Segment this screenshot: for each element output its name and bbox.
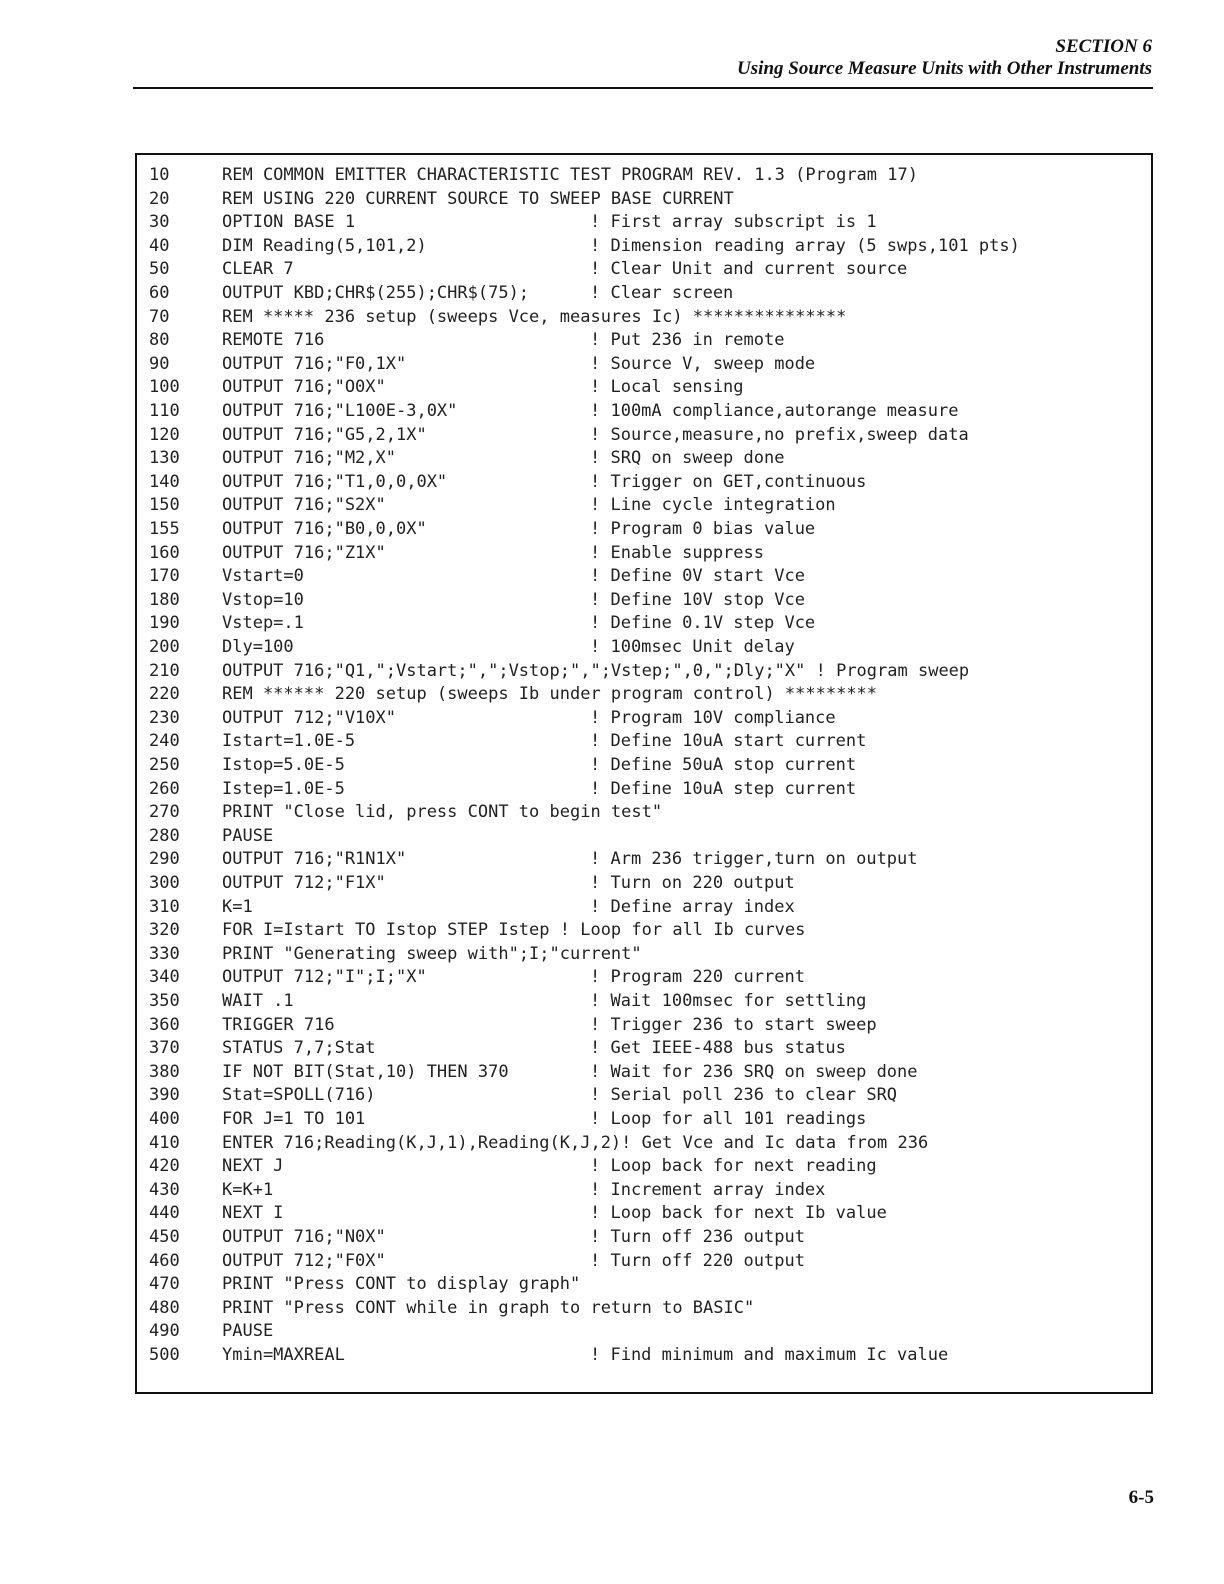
code-line — [137, 423, 1151, 447]
code-line — [137, 446, 1151, 470]
line-number: 380 — [149, 1061, 180, 1082]
code-statement: REMOTE 716 — [222, 330, 325, 351]
code-statement: OUTPUT 712;"V10X" — [222, 707, 396, 728]
line-number: 100 — [149, 377, 180, 398]
line-number: 480 — [149, 1297, 180, 1318]
code-statement: PRINT "Generating sweep with";I;"current" — [222, 943, 642, 964]
page-number: 6-5 — [1128, 1487, 1154, 1508]
code-comment: ! Clear Unit and current source — [590, 259, 908, 280]
code-comment: ! Loop back for next reading — [590, 1156, 877, 1177]
code-statement: WAIT .1 — [222, 991, 294, 1011]
code-line — [137, 352, 1151, 376]
code-statement: REM ****** 220 setup (sweeps Ib under program control) ********* — [222, 684, 878, 705]
line-number: 90 — [149, 353, 170, 374]
header-rule — [133, 87, 1153, 89]
line-number: 140 — [149, 471, 180, 492]
code-statement: OUTPUT 712;"F0X" — [222, 1250, 386, 1271]
code-comment: ! Serial poll 236 to clear SRQ — [590, 1085, 898, 1106]
code-statement: TRIGGER 716 — [222, 1014, 335, 1035]
line-number: 220 — [149, 684, 180, 705]
code-comment: ! Program 10V compliance — [590, 707, 836, 728]
line-number: 70 — [149, 306, 170, 327]
line-number: 370 — [149, 1038, 180, 1059]
code-statement: Vstart=0 — [222, 566, 304, 587]
code-statement: OUTPUT 712;"I";I;"X" — [222, 967, 427, 988]
line-number: 230 — [149, 707, 180, 728]
code-line — [137, 305, 1151, 329]
code-statement: OUTPUT 716;"M2,X" — [222, 448, 396, 469]
code-line — [137, 257, 1151, 281]
code-line — [137, 706, 1151, 730]
line-number: 80 — [149, 330, 170, 351]
code-line — [137, 1272, 1151, 1296]
code-statement: OUTPUT 716;"Q1,";Vstart;",";Vstop;",";Vstep;",0,";Dly;"X" ! Program sweep — [222, 660, 970, 681]
line-number: 110 — [149, 401, 180, 421]
code-statement: PAUSE — [222, 825, 274, 846]
code-comment: ! Wait 100msec for settling — [590, 991, 867, 1011]
code-line — [137, 1060, 1151, 1084]
code-statement: REM COMMON EMITTER CHARACTERISTIC TEST PROGRAM REV. 1.3 (Program 17) — [222, 165, 918, 185]
code-comment: ! Increment array index — [590, 1179, 826, 1200]
code-line — [137, 541, 1151, 565]
line-number: 180 — [149, 589, 180, 610]
code-statement: OUTPUT 716;"B0,0,0X" — [222, 519, 427, 539]
code-comment: ! Program 220 current — [590, 967, 805, 988]
code-comment: ! Arm 236 trigger,turn on output — [590, 849, 918, 870]
code-statement: OUTPUT 716;"F0,1X" — [222, 353, 407, 374]
code-statement: OUTPUT 716;"S2X" — [222, 495, 386, 516]
line-number: 300 — [149, 873, 180, 893]
line-number: 270 — [149, 802, 180, 823]
code-line — [137, 1319, 1151, 1343]
code-comment: ! Clear screen — [590, 283, 734, 303]
line-number: 490 — [149, 1321, 180, 1342]
code-comment: ! Local sensing — [590, 377, 744, 398]
code-statement: FOR I=Istart TO Istop STEP Istep ! Loop for all Ib curves — [222, 920, 806, 941]
code-comment: ! Define 10uA start current — [590, 731, 867, 752]
code-line — [137, 1083, 1151, 1107]
code-line — [137, 635, 1151, 659]
code-comment: ! Define 10uA step current — [590, 778, 857, 799]
program-listing-box — [135, 153, 1153, 1394]
code-statement: OUTPUT 716;"L100E-3,0X" — [222, 401, 458, 421]
code-comment: ! Turn on 220 output — [590, 873, 795, 893]
line-number: 160 — [149, 542, 180, 563]
line-number: 400 — [149, 1109, 180, 1129]
line-number: 200 — [149, 637, 180, 657]
line-number: 60 — [149, 283, 170, 303]
code-line — [137, 1343, 1151, 1367]
line-number: 250 — [149, 755, 180, 775]
code-line — [137, 375, 1151, 399]
code-comment: ! Define array index — [590, 896, 795, 917]
code-line — [137, 895, 1151, 919]
section-title: SECTION 6 — [1055, 36, 1152, 57]
line-number: 170 — [149, 566, 180, 587]
code-comment: ! Define 10V stop Vce — [590, 589, 805, 610]
line-number: 440 — [149, 1203, 180, 1224]
line-number: 20 — [149, 188, 170, 209]
code-statement: PRINT "Press CONT while in graph to return to BASIC" — [222, 1297, 755, 1318]
code-statement: PRINT "Close lid, press CONT to begin test" — [222, 802, 663, 823]
line-number: 340 — [149, 967, 180, 988]
code-line — [137, 824, 1151, 848]
line-number: 330 — [149, 943, 180, 964]
code-comment: ! Trigger on GET,continuous — [590, 471, 867, 492]
code-comment: ! Line cycle integration — [590, 495, 836, 516]
code-line — [137, 470, 1151, 494]
code-comment: ! First array subscript is 1 — [590, 212, 877, 233]
code-statement: IF NOT BIT(Stat,10) THEN 370 — [222, 1061, 509, 1082]
code-comment: ! Define 0V start Vce — [590, 566, 805, 587]
line-number: 280 — [149, 825, 180, 846]
code-statement: STATUS 7,7;Stat — [222, 1038, 376, 1059]
code-comment: ! Put 236 in remote — [590, 330, 785, 351]
code-line — [137, 1225, 1151, 1249]
code-statement: OUTPUT 716;"N0X" — [222, 1227, 386, 1247]
code-statement: REM ***** 236 setup (sweeps Vce, measures Ic) *************** — [222, 306, 847, 327]
code-statement: CLEAR 7 — [222, 259, 294, 280]
code-comment: ! SRQ on sweep done — [590, 448, 785, 469]
code-line — [137, 1013, 1151, 1037]
code-comment: ! Source V, sweep mode — [590, 353, 816, 374]
code-comment: ! Trigger 236 to start sweep — [590, 1014, 877, 1035]
line-number: 155 — [149, 519, 180, 539]
code-line — [137, 1154, 1151, 1178]
code-statement: Vstop=10 — [222, 589, 304, 610]
code-line — [137, 753, 1151, 777]
line-number: 260 — [149, 778, 180, 799]
code-statement: Vstep=.1 — [222, 613, 304, 634]
code-comment: ! Turn off 220 output — [590, 1250, 805, 1271]
line-number: 430 — [149, 1179, 180, 1200]
code-comment: ! Define 0.1V step Vce — [590, 613, 816, 634]
line-number: 450 — [149, 1227, 180, 1247]
code-line — [137, 1201, 1151, 1225]
code-statement: Stat=SPOLL(716) — [222, 1085, 376, 1106]
line-number: 390 — [149, 1085, 180, 1106]
code-line — [137, 281, 1151, 305]
code-line — [137, 871, 1151, 895]
code-line — [137, 659, 1151, 683]
line-number: 290 — [149, 849, 180, 870]
code-comment: ! 100mA compliance,autorange measure — [590, 401, 959, 421]
line-number: 410 — [149, 1132, 180, 1153]
code-line — [137, 1178, 1151, 1202]
code-statement: OUTPUT 716;"R1N1X" — [222, 849, 407, 870]
code-line — [137, 729, 1151, 753]
code-line — [137, 942, 1151, 966]
line-number: 470 — [149, 1274, 180, 1295]
code-line — [137, 611, 1151, 635]
code-line — [137, 847, 1151, 871]
code-comment: ! Enable suppress — [590, 542, 764, 563]
code-comment: ! Wait for 236 SRQ on sweep done — [590, 1061, 918, 1082]
code-statement: OUTPUT 712;"F1X" — [222, 873, 386, 893]
code-line — [137, 800, 1151, 824]
code-statement: OPTION BASE 1 — [222, 212, 356, 233]
line-number: 420 — [149, 1156, 180, 1177]
code-statement: Istep=1.0E-5 — [222, 778, 345, 799]
line-number: 150 — [149, 495, 180, 516]
code-line — [137, 493, 1151, 517]
code-statement: REM USING 220 CURRENT SOURCE TO SWEEP BASE CURRENT — [222, 188, 734, 209]
code-line — [137, 328, 1151, 352]
code-line — [137, 187, 1151, 211]
code-statement: OUTPUT 716;"Z1X" — [222, 542, 386, 563]
line-number: 460 — [149, 1250, 180, 1271]
section-subtitle: Using Source Measure Units with Other Instruments — [737, 58, 1152, 79]
code-line — [137, 399, 1151, 423]
code-statement: OUTPUT 716;"G5,2,1X" — [222, 424, 427, 445]
code-line — [137, 965, 1151, 989]
line-number: 320 — [149, 920, 180, 941]
code-statement: NEXT I — [222, 1203, 284, 1224]
code-statement: Dly=100 — [222, 637, 294, 657]
code-line — [137, 1107, 1151, 1131]
code-comment: ! Get IEEE-488 bus status — [590, 1038, 846, 1059]
code-comment: ! 100msec Unit delay — [590, 637, 795, 657]
code-statement: Ymin=MAXREAL — [222, 1345, 345, 1365]
code-comment: ! Loop for all 101 readings — [590, 1109, 867, 1129]
code-line — [137, 1036, 1151, 1060]
code-comment: ! Turn off 236 output — [590, 1227, 805, 1247]
code-comment: ! Define 50uA stop current — [590, 755, 857, 775]
code-line — [137, 777, 1151, 801]
code-comment: ! Source,measure,no prefix,sweep data — [590, 424, 969, 445]
code-statement: OUTPUT 716;"T1,0,0,0X" — [222, 471, 448, 492]
line-number: 10 — [149, 165, 170, 185]
code-comment: ! Find minimum and maximum Ic value — [590, 1345, 949, 1365]
line-number: 30 — [149, 212, 170, 233]
code-line — [137, 1249, 1151, 1273]
code-statement: OUTPUT KBD;CHR$(255);CHR$(75); — [222, 283, 530, 303]
code-line — [137, 210, 1151, 234]
code-statement: DIM Reading(5,101,2) — [222, 235, 427, 256]
page-header — [737, 36, 1152, 80]
code-statement: PAUSE — [222, 1321, 274, 1342]
code-statement: OUTPUT 716;"O0X" — [222, 377, 386, 398]
line-number: 310 — [149, 896, 180, 917]
code-line — [137, 682, 1151, 706]
line-number: 210 — [149, 660, 180, 681]
code-statement: Istart=1.0E-5 — [222, 731, 356, 752]
code-comment: ! Dimension reading array (5 swps,101 pts) — [590, 235, 1020, 256]
line-number: 40 — [149, 235, 170, 256]
line-number: 190 — [149, 613, 180, 634]
line-number: 360 — [149, 1014, 180, 1035]
line-number: 500 — [149, 1345, 180, 1365]
line-number: 350 — [149, 991, 180, 1011]
code-statement: PRINT "Press CONT to display graph" — [222, 1274, 581, 1295]
code-line — [137, 234, 1151, 258]
code-line — [137, 1131, 1151, 1155]
line-number: 120 — [149, 424, 180, 445]
code-comment: ! Program 0 bias value — [590, 519, 816, 539]
code-line — [137, 163, 1151, 187]
code-statement: Istop=5.0E-5 — [222, 755, 345, 775]
code-comment: ! Loop back for next Ib value — [590, 1203, 887, 1224]
code-statement: ENTER 716;Reading(K,J,1),Reading(K,J,2)! Get Vce and Ic data from 236 — [222, 1132, 929, 1153]
line-number: 50 — [149, 259, 170, 280]
code-line — [137, 517, 1151, 541]
code-statement: K=1 — [222, 896, 253, 917]
code-line — [137, 1296, 1151, 1320]
code-statement: NEXT J — [222, 1156, 284, 1177]
code-line — [137, 564, 1151, 588]
code-statement: FOR J=1 TO 101 — [222, 1109, 366, 1129]
line-number: 240 — [149, 731, 180, 752]
code-line — [137, 989, 1151, 1013]
code-statement: K=K+1 — [222, 1179, 274, 1200]
code-line — [137, 588, 1151, 612]
code-line — [137, 918, 1151, 942]
line-number: 130 — [149, 448, 180, 469]
